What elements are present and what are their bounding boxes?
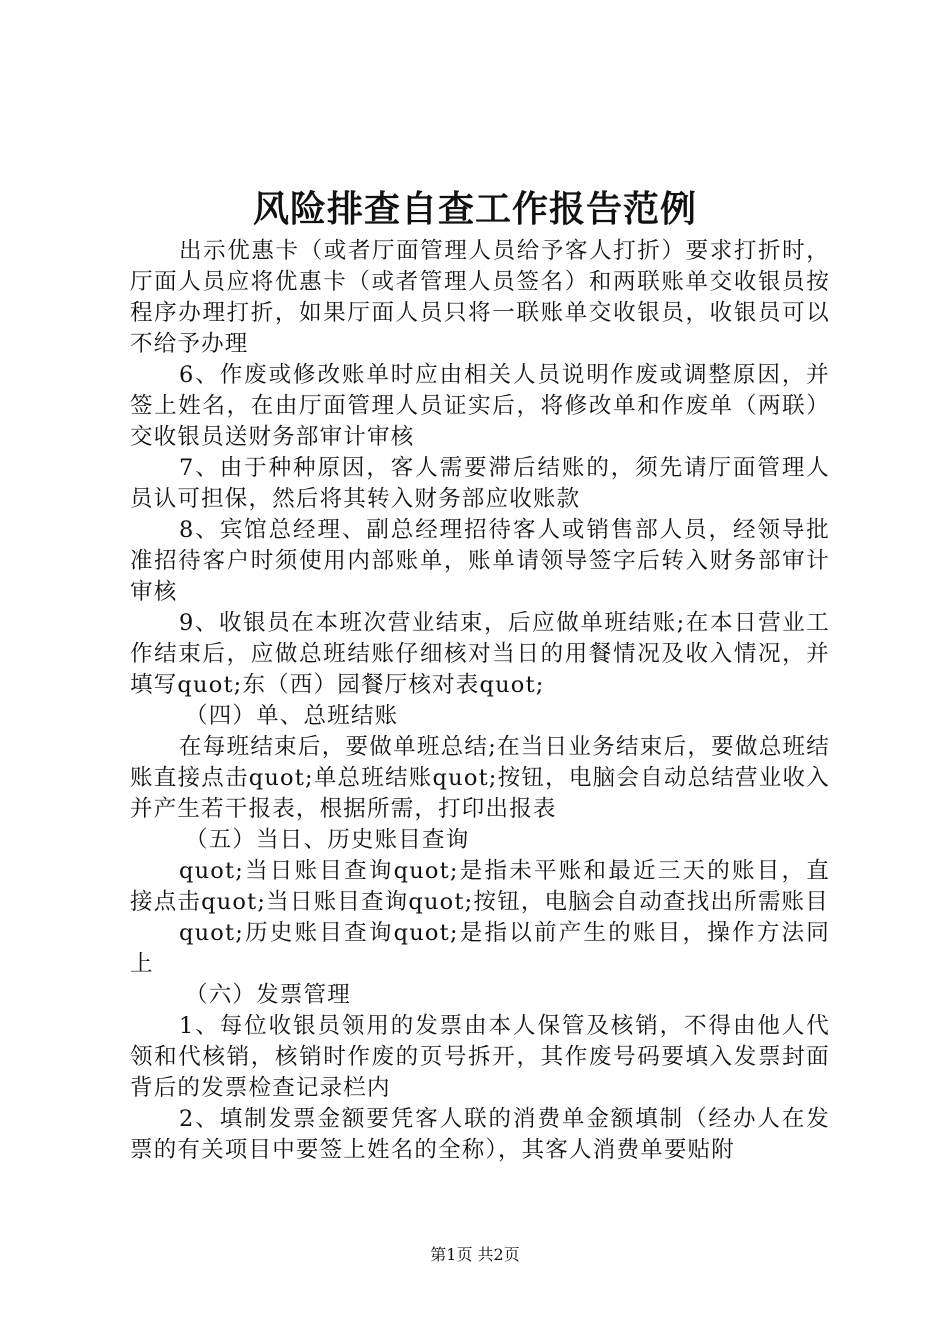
section-heading: （四）单、总班结账 xyxy=(185,703,399,729)
paragraph: 1、每位收银员领用的发票由本人保管及核销，不得由他人代领和代核销，核销时作废的页号拆开，其作废号码要填入发票封面背后的发票检查记录栏内 xyxy=(130,1013,830,1101)
paragraph: 8、宾馆总经理、副总经理招待客人或销售部人员，经领导批准招待客户时须使用内部账单，账单请领导签字后转入财务部审计审核 xyxy=(130,517,830,605)
paragraph: quot;当日账目查询quot;是指未平账和最近三天的账目，直接点击quot;当日账目查询quot;按钮，电脑会自动查找出所需账目 xyxy=(130,858,830,915)
section-heading: （五）当日、历史账目查询 xyxy=(185,827,470,853)
paragraph: 在每班结束后，要做单班总结;在当日业务结束后，要做总班结账直接点击quot;单总班结账quot;按钮，电脑会自动总结营业收入并产生若干报表，根据所需，打印出报表 xyxy=(130,734,830,822)
paragraph: 出示优惠卡（或者厅面管理人员给予客人打折）要求打折时，厅面人员应将优惠卡（或者管理人员签名）和两联账单交收银员按程序办理打折，如果厅面人员只将一联账单交收银员，收银员可以不给予办理 xyxy=(130,238,830,357)
paragraph: 9、收银员在本班次营业结束，后应做单班结账;在本日营业工作结束后，应做总班结账仔细核对当日的用餐情况及收入情况，并填写quot;东（西）园餐厅核对表quot; xyxy=(130,610,830,698)
page-footer: 第1页 共2页 xyxy=(430,1245,520,1264)
paragraph: 7、由于种种原因，客人需要滞后结账的，须先请厅面管理人员认可担保，然后将其转入财务部应收账款 xyxy=(130,455,830,512)
section-heading: （六）发票管理 xyxy=(185,982,351,1008)
document-title: 风险排查自查工作报告范例 xyxy=(252,188,697,230)
document-body xyxy=(130,236,830,1166)
paragraph: 6、作废或修改账单时应由相关人员说明作废或调整原因，并签上姓名，在由厅面管理人员证实后，将修改单和作废单（两联）交收银员送财务部审计审核 xyxy=(130,362,830,450)
paragraph: 2、填制发票金额要凭客人联的消费单金额填制（经办人在发票的有关项目中要签上姓名的全称），其客人消费单要贴附 xyxy=(130,1106,830,1163)
paragraph: quot;历史账目查询quot;是指以前产生的账目，操作方法同上 xyxy=(130,920,830,977)
